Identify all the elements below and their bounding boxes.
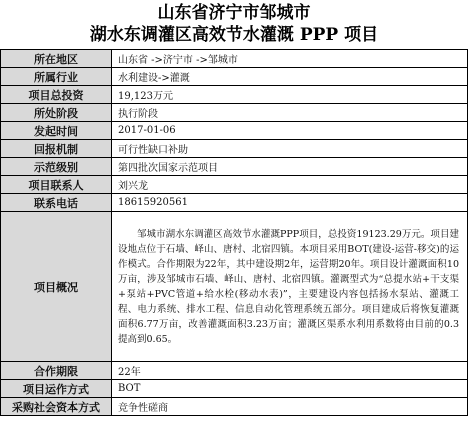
row-value: 执行阶段 bbox=[112, 104, 468, 122]
table-row bbox=[1, 362, 468, 380]
table-row bbox=[1, 122, 468, 140]
row-key: 项目运作方式 bbox=[1, 380, 112, 398]
table-row bbox=[1, 194, 468, 212]
row-key: 所处阶段 bbox=[1, 104, 112, 122]
row-key: 所在地区 bbox=[1, 50, 112, 68]
table-row bbox=[1, 398, 468, 416]
row-value: 第四批次国家示范项目 bbox=[112, 158, 468, 176]
table-row bbox=[1, 68, 468, 86]
row-key: 示范级别 bbox=[1, 158, 112, 176]
row-value: BOT bbox=[112, 380, 468, 398]
table-row bbox=[1, 86, 468, 104]
table-row bbox=[1, 380, 468, 398]
row-value: 19,123万元 bbox=[112, 86, 468, 104]
row-value: 水利建设->灌溉 bbox=[112, 68, 468, 86]
row-key: 项目总投资 bbox=[1, 86, 112, 104]
title-line-1: 山东省济宁市邹城市 bbox=[157, 3, 311, 23]
row-value: 刘兴龙 bbox=[112, 176, 468, 194]
project-info-table bbox=[0, 49, 468, 416]
row-key: 合作期限 bbox=[1, 362, 112, 380]
row-value: 可行性缺口补助 bbox=[112, 140, 468, 158]
row-key: 采购社会资本方式 bbox=[1, 398, 112, 416]
row-key: 发起时间 bbox=[1, 122, 112, 140]
table-row bbox=[1, 176, 468, 194]
row-key: 联系电话 bbox=[1, 194, 112, 212]
table-row bbox=[1, 212, 468, 362]
title-line-2: 湖水东调灌区高效节水灌溉 PPP 项目 bbox=[89, 25, 379, 45]
row-key: 所属行业 bbox=[1, 68, 112, 86]
project-overview-text: 邹城市湖水东调灌区高效节水灌溉PPP项目，总投资19123.29万元。项目建设地点位于石墙、峄山、唐村、北宿四镇。本项目采用BOT(建设-运营-移交)的运作模式。合作期限为22年，其中建设期2年，运营期20年。项目设计灌溉面积10万亩，涉及邹城市石墙、峄山、唐村、北宿四镇。灌溉型式为“总提水站+干支渠+泵站+PVC管道+给水栓(移动水表)”，主要建设内容包括扬水泵站、灌溉工程、电力系统、排水工程、信息自动化管理系统五部分。项目建成后将恢复灌溉面积6.77万亩，改善灌溉面积3.23万亩；灌溉区渠系水利用系数将由目前的0.3提高到0.65。 bbox=[112, 212, 468, 362]
row-value: 竞争性磋商 bbox=[112, 398, 468, 416]
row-value: 22年 bbox=[112, 362, 468, 380]
table-row bbox=[1, 140, 468, 158]
table-row bbox=[1, 104, 468, 122]
row-key: 回报机制 bbox=[1, 140, 112, 158]
table-row bbox=[1, 50, 468, 68]
row-value: 山东省 ->济宁市 ->邹城市 bbox=[112, 50, 468, 68]
row-key: 项目概况 bbox=[1, 212, 112, 362]
row-key: 项目联系人 bbox=[1, 176, 112, 194]
row-value: 18615920561 bbox=[112, 194, 468, 212]
row-value: 2017-01-06 bbox=[112, 122, 468, 140]
table-row bbox=[1, 158, 468, 176]
